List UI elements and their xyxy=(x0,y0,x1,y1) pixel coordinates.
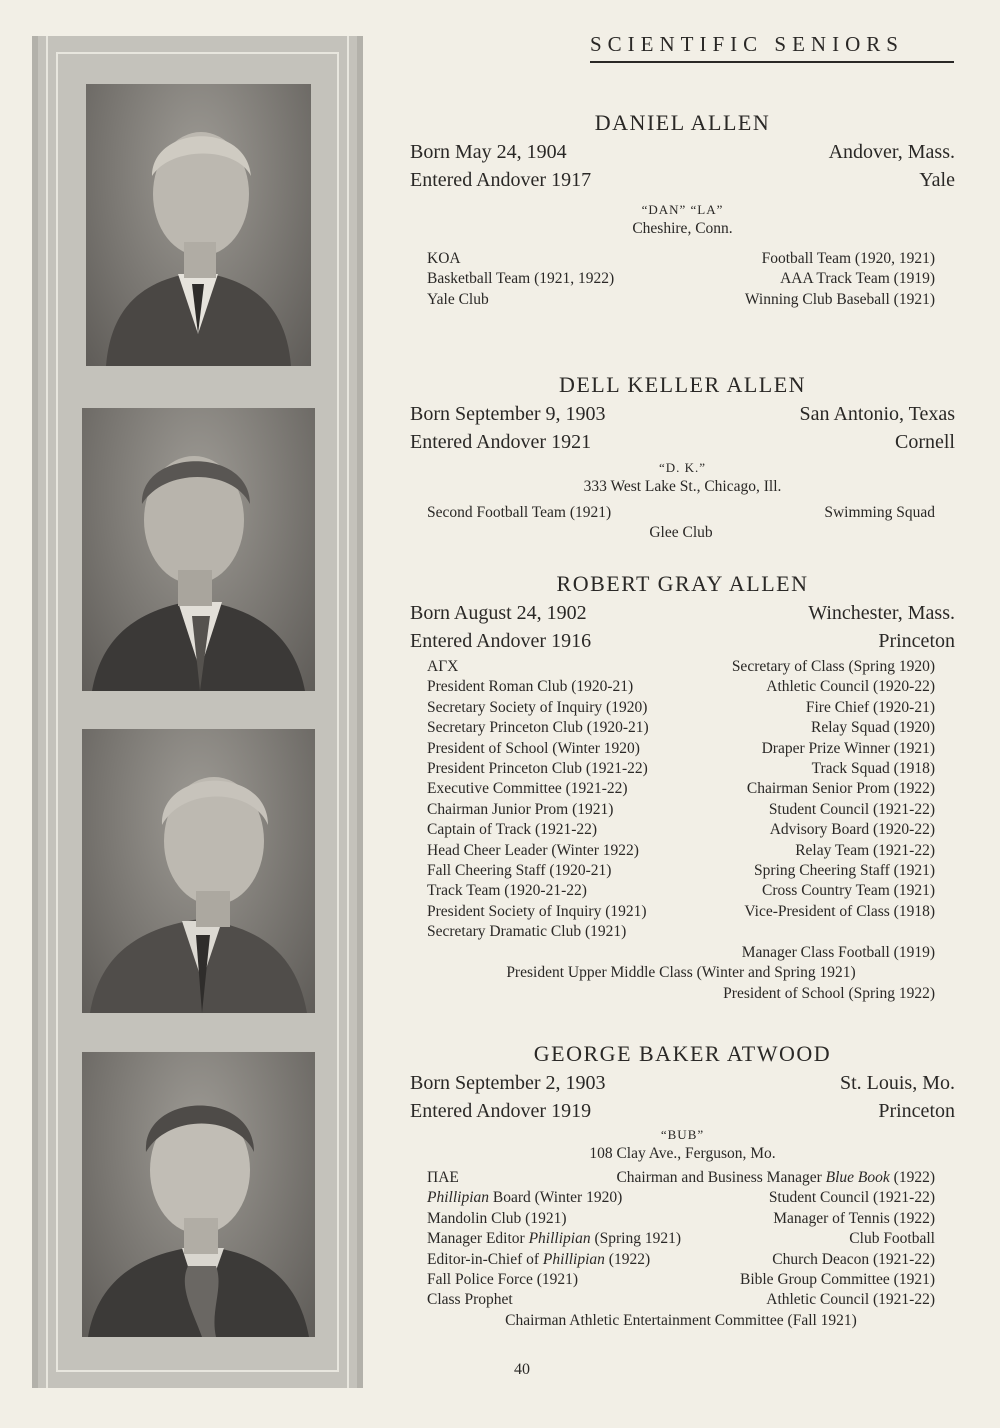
activities xyxy=(427,249,935,310)
portrait-robert-gray-allen-figure xyxy=(82,729,315,1013)
activity-left: Head Cheer Leader (Winter 1922) xyxy=(427,841,639,859)
nickname: “D. K.” xyxy=(658,460,707,475)
hometown: San Antonio, Texas xyxy=(799,403,955,425)
activity-text: Manager Editor xyxy=(427,1230,529,1248)
address: Cheshire, Conn. xyxy=(632,220,733,237)
born-row xyxy=(410,599,955,627)
running-head-rule xyxy=(590,61,954,63)
activity-right-only: President of School (Spring 1922) xyxy=(723,984,935,1002)
activity-row xyxy=(427,739,935,759)
entered-year: Entered Andover 1917 xyxy=(410,169,592,191)
activity-right: Winning Club Baseball (1921) xyxy=(744,290,935,308)
activity-center: Glee Club xyxy=(649,524,713,542)
activity-row xyxy=(427,718,935,738)
activity-italic-title: Phillipian xyxy=(528,1230,591,1248)
activity-left: Fall Police Force (1921) xyxy=(427,1271,579,1289)
activity-row xyxy=(427,1250,935,1270)
birth-date: Born September 2, 1903 xyxy=(410,1072,606,1094)
student-name: DANIEL ALLEN xyxy=(594,110,771,135)
activity-left: President Princeton Club (1921-22) xyxy=(427,760,648,778)
activity-right: Relay Squad (1920) xyxy=(811,719,935,737)
entry-robert-gray-allen xyxy=(410,571,955,1004)
activity-left: President of School (Winter 1920) xyxy=(427,739,640,757)
activity-row xyxy=(427,657,935,677)
activity-row xyxy=(427,1229,935,1249)
born-row xyxy=(410,138,955,166)
portrait-george-baker-atwood-figure xyxy=(82,1052,315,1337)
activity-row xyxy=(427,1270,935,1290)
activity-right: Relay Team (1921-22) xyxy=(795,841,935,859)
activity-right: Church Deacon (1921-22) xyxy=(772,1250,935,1268)
activity-right: Cross Country Team (1921) xyxy=(762,882,935,900)
activity-row xyxy=(427,800,935,820)
activity-italic-title: Phillipian xyxy=(542,1250,605,1268)
activity-row xyxy=(427,820,935,840)
activity-right: Swimming Squad xyxy=(824,504,935,521)
activity-left: Fall Cheering Staff (1920-21) xyxy=(427,862,612,880)
entered-year: Entered Andover 1921 xyxy=(410,431,592,453)
college: Yale xyxy=(919,169,955,191)
entered-row xyxy=(410,1097,955,1125)
college: Princeton xyxy=(878,630,955,652)
born-row xyxy=(410,1069,955,1097)
activities xyxy=(427,1168,935,1331)
student-name: DELL KELLER ALLEN xyxy=(558,372,807,397)
activity-right: Student Council (1921-22) xyxy=(768,1189,935,1207)
activity-right: Advisory Board (1920-22) xyxy=(769,821,935,839)
activities xyxy=(427,503,935,544)
portrait-dell-keller-allen-figure xyxy=(82,408,315,691)
activity-row xyxy=(427,1290,935,1310)
portrait-dell-keller-allen xyxy=(82,408,315,691)
activity-text: Board (Winter 1920) xyxy=(489,1189,623,1207)
activity-right: Athletic Council (1921-22) xyxy=(766,1291,935,1309)
entry-daniel-allen xyxy=(410,110,955,310)
birth-date: Born May 24, 1904 xyxy=(410,141,567,163)
activity-right: Chairman Senior Prom (1922) xyxy=(746,780,935,798)
entered-row xyxy=(410,428,955,456)
activity-right: Draper Prize Winner (1921) xyxy=(761,739,935,757)
portrait-robert-gray-allen xyxy=(82,729,315,1013)
activity-row xyxy=(427,1168,935,1188)
activity-left: ΠΑΕ xyxy=(427,1169,459,1186)
activities xyxy=(427,657,935,1004)
portrait-daniel-allen xyxy=(86,84,311,366)
activity-right: Manager of Tennis (1922) xyxy=(773,1209,935,1227)
activity-left: Secretary Dramatic Club (1921) xyxy=(427,923,627,941)
student-name: GEORGE BAKER ATWOOD xyxy=(533,1041,832,1066)
activity-right: Club Football xyxy=(849,1230,935,1248)
activity-italic-title: Blue Book xyxy=(825,1169,890,1186)
activity-center: President Upper Middle Class (Winter and Spring 1921) xyxy=(506,964,856,982)
activity-right: Bible Group Committee (1921) xyxy=(739,1271,935,1289)
activity-text: Chairman and Business Manager xyxy=(616,1169,826,1186)
activity-row xyxy=(427,698,935,718)
address: 108 Clay Ave., Ferguson, Mo. xyxy=(589,1145,776,1162)
page-number: 40 xyxy=(514,1361,530,1378)
activity-left: Second Football Team (1921) xyxy=(427,504,612,521)
activity-left: KOA xyxy=(427,250,461,267)
entered-row xyxy=(410,627,955,655)
activity-row xyxy=(427,269,935,289)
activity-italic-title: Phillipian xyxy=(427,1189,489,1207)
activity-left: Class Prophet xyxy=(427,1291,513,1309)
hometown: Andover, Mass. xyxy=(828,141,955,163)
activity-left: Basketball Team (1921, 1922) xyxy=(427,270,615,288)
activity-right: Track Squad (1918) xyxy=(811,760,935,778)
college: Cornell xyxy=(895,431,955,453)
activity-row xyxy=(427,881,935,901)
activity-text: (Spring 1921) xyxy=(590,1230,681,1248)
running-head: SCIENTIFIC SENIORS xyxy=(590,32,904,56)
activity-right: Vice-President of Class (1918) xyxy=(744,902,935,920)
address: 333 West Lake St., Chicago, Ill. xyxy=(583,478,782,495)
entered-row xyxy=(410,166,955,194)
activity-right: AAA Track Team (1919) xyxy=(780,270,935,288)
entry-dell-keller-allen xyxy=(410,372,955,544)
portrait-george-baker-atwood xyxy=(82,1052,315,1337)
activity-row xyxy=(427,1188,935,1208)
activity-left: Track Team (1920-21-22) xyxy=(427,882,587,900)
college: Princeton xyxy=(878,1100,955,1122)
activity-text: (1922) xyxy=(889,1169,935,1186)
activity-left: President Society of Inquiry (1921) xyxy=(427,902,647,920)
activity-right: Student Council (1921-22) xyxy=(768,800,935,818)
activity-right-only: Manager Class Football (1919) xyxy=(741,943,935,961)
activity-row xyxy=(427,290,935,310)
activity-row xyxy=(427,249,935,269)
entered-year: Entered Andover 1916 xyxy=(410,630,592,652)
student-name: ROBERT GRAY ALLEN xyxy=(556,571,809,596)
activity-left xyxy=(427,1188,622,1208)
activity-left: Secretary Princeton Club (1920-21) xyxy=(427,719,649,737)
hometown: Winchester, Mass. xyxy=(808,602,955,624)
activity-left: Yale Club xyxy=(427,290,489,308)
activity-row xyxy=(427,759,935,779)
entered-year: Entered Andover 1919 xyxy=(410,1100,592,1122)
activity-left: Secretary Society of Inquiry (1920) xyxy=(427,698,648,716)
birth-date: Born September 9, 1903 xyxy=(410,403,606,425)
activity-row xyxy=(427,503,935,523)
activity-left: Mandolin Club (1921) xyxy=(427,1209,567,1227)
activity-right: Secretary of Class (Spring 1920) xyxy=(731,658,935,675)
activity-left: Captain of Track (1921-22) xyxy=(427,821,598,839)
activity-right: Athletic Council (1920-22) xyxy=(766,678,935,696)
born-row xyxy=(410,400,955,428)
activity-right: Football Team (1920, 1921) xyxy=(761,250,935,267)
activity-left xyxy=(427,1250,650,1270)
activity-left: Chairman Junior Prom (1921) xyxy=(427,800,614,818)
activity-left: President Roman Club (1920-21) xyxy=(427,678,634,696)
activity-row xyxy=(427,1209,935,1229)
activity-row xyxy=(427,902,935,922)
activity-text: Editor-in-Chief of xyxy=(427,1250,543,1268)
nickname: “BUB” xyxy=(660,1127,705,1142)
activity-row xyxy=(427,779,935,799)
activity-center: Chairman Athletic Entertainment Committee (Fall 1921) xyxy=(505,1311,857,1329)
birth-date: Born August 24, 1902 xyxy=(410,602,587,624)
activity-row xyxy=(427,861,935,881)
activity-left: Executive Committee (1921-22) xyxy=(427,780,628,798)
portrait-daniel-allen-figure xyxy=(86,84,311,366)
hometown: St. Louis, Mo. xyxy=(839,1072,955,1094)
activity-row xyxy=(427,841,935,861)
activity-text: (1922) xyxy=(604,1250,651,1268)
activity-right: Fire Chief (1920-21) xyxy=(805,698,935,716)
activity-right xyxy=(616,1168,935,1188)
entry-george-baker-atwood xyxy=(410,1041,955,1331)
activity-row xyxy=(427,677,935,697)
activity-right: Spring Cheering Staff (1921) xyxy=(754,862,935,880)
activity-row xyxy=(427,922,935,942)
nickname: “DAN” “LA” xyxy=(641,202,724,217)
activity-left: AΓX xyxy=(427,658,459,675)
activity-left xyxy=(427,1229,681,1249)
